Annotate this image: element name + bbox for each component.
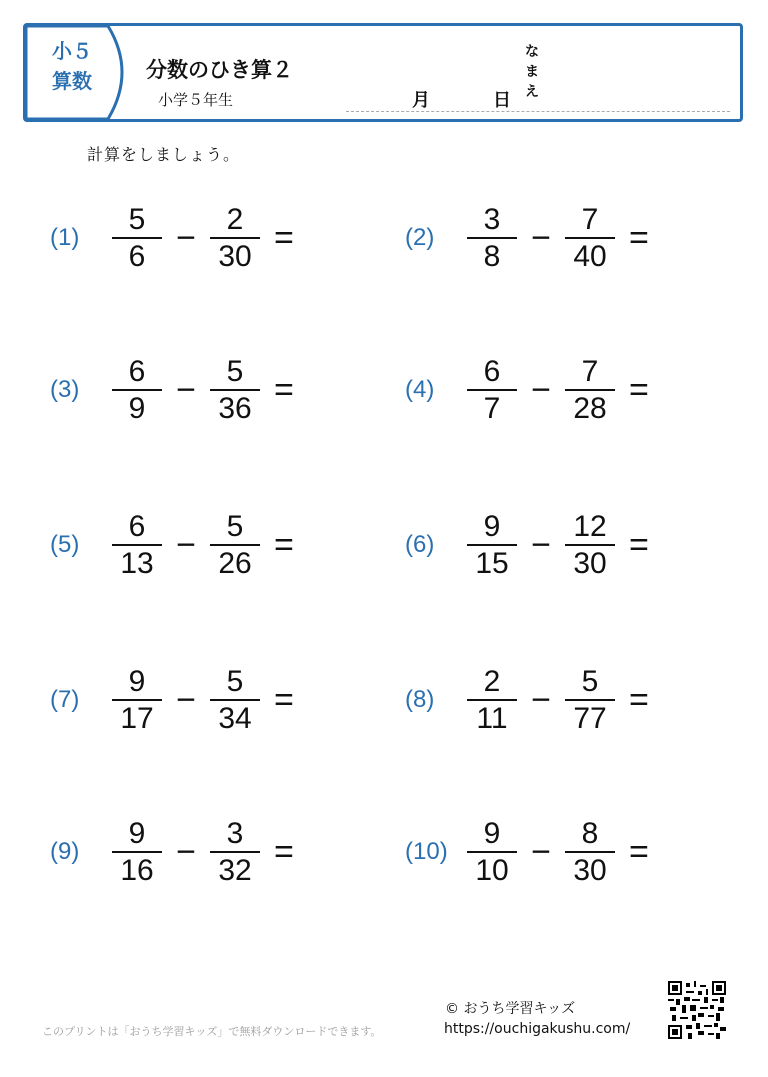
qr-code-icon[interactable] [668,981,726,1039]
numerator: 6 [128,354,146,388]
numerator: 9 [483,509,501,543]
fraction-subtrahend [565,204,615,273]
minus-sign: − [176,218,196,257]
equals-sign: = [629,832,649,871]
month-label: 月 [412,90,430,111]
denominator: 13 [120,546,154,580]
denominator: 10 [475,853,509,887]
name-label [522,42,542,102]
instruction-text: 計算をしましょう。 [87,145,241,164]
denominator: 36 [218,391,252,425]
numerator: 2 [483,664,501,698]
equals-sign: = [274,370,294,409]
problem-number: (1) [50,224,80,251]
fraction-minuend [467,511,517,580]
denominator: 15 [475,546,509,580]
fraction-bar [565,851,615,853]
numerator: 12 [573,509,607,543]
fraction-subtrahend [210,356,260,425]
problem-item [50,350,294,430]
numerator: 5 [581,664,599,698]
name-label-char: ま [525,64,539,80]
footer-note: このプリントは「おうち学習キッズ」で無料ダウンロードできます。 [42,1025,382,1038]
minus-sign: − [531,832,551,871]
denominator: 30 [573,546,607,580]
worksheet-header [23,23,743,122]
problem-number: (4) [405,376,435,403]
denominator: 6 [128,239,146,273]
minus-sign: − [531,218,551,257]
fraction-bar [112,544,162,546]
equals-sign: = [274,525,294,564]
footer-url[interactable]: https://ouchigakushu.com/ [444,1021,631,1037]
fraction-bar [112,389,162,391]
fraction-bar [112,699,162,701]
denominator: 9 [128,391,146,425]
numerator: 5 [226,354,244,388]
problem-number: (2) [405,224,435,251]
fraction-minuend [112,356,162,425]
denominator: 28 [573,391,607,425]
name-label-char: え [525,84,539,100]
fraction-bar [210,389,260,391]
denominator: 77 [573,701,607,735]
denominator: 7 [483,391,501,425]
fraction-bar [467,237,517,239]
fraction-bar [112,237,162,239]
numerator: 3 [483,202,501,236]
numerator: 9 [128,816,146,850]
fraction-subtrahend [565,511,615,580]
problem-number: (10) [405,838,448,865]
equals-sign: = [629,218,649,257]
fraction-subtrahend [565,356,615,425]
numerator: 5 [226,509,244,543]
problem-number: (7) [50,686,80,713]
fraction-bar [467,699,517,701]
denominator: 32 [218,853,252,887]
fraction-bar [467,389,517,391]
problem-number: (3) [50,376,80,403]
fraction-minuend [112,511,162,580]
numerator: 3 [226,816,244,850]
problem-number: (5) [50,531,80,558]
problem-item [405,660,649,740]
subject-label: 算数 [52,69,92,93]
problem-number: (6) [405,531,435,558]
minus-sign: − [531,370,551,409]
worksheet-title: 分数のひき算２ [146,58,293,82]
minus-sign: − [176,832,196,871]
numerator: 7 [581,202,599,236]
problem-number: (8) [405,686,435,713]
grade-badge [26,36,118,96]
denominator: 30 [218,239,252,273]
fraction-bar [210,237,260,239]
problem-item [50,505,294,585]
fraction-bar [210,544,260,546]
numerator: 2 [226,202,244,236]
problem-item [50,660,294,740]
name-label-char: な [525,44,539,60]
fraction-subtrahend [210,511,260,580]
fraction-bar [565,389,615,391]
day-label: 日 [493,90,511,111]
grade-level: 小５ [52,39,92,63]
grade-subtitle: 小学５年生 [158,91,234,109]
problem-item [405,350,649,430]
equals-sign: = [274,218,294,257]
fraction-subtrahend [210,204,260,273]
numerator: 6 [483,354,501,388]
fraction-minuend [112,204,162,273]
fraction-subtrahend [565,666,615,735]
fraction-bar [565,237,615,239]
fraction-minuend [467,356,517,425]
denominator: 17 [120,701,154,735]
minus-sign: − [176,370,196,409]
equals-sign: = [629,680,649,719]
fraction-subtrahend [210,666,260,735]
denominator: 16 [120,853,154,887]
fraction-subtrahend [210,818,260,887]
denominator: 30 [573,853,607,887]
denominator: 11 [476,701,508,735]
fraction-minuend [467,666,517,735]
fraction-bar [565,699,615,701]
numerator: 9 [128,664,146,698]
problem-item [405,198,649,278]
problem-item [50,812,294,892]
denominator: 26 [218,546,252,580]
numerator: 9 [483,816,501,850]
fraction-subtrahend [565,818,615,887]
denominator: 40 [573,239,607,273]
minus-sign: − [531,680,551,719]
fraction-bar [467,851,517,853]
problem-item [405,505,649,585]
fraction-bar [210,851,260,853]
equals-sign: = [629,370,649,409]
fraction-bar [565,544,615,546]
numerator: 6 [128,509,146,543]
equals-sign: = [629,525,649,564]
minus-sign: − [176,680,196,719]
problem-number: (9) [50,838,80,865]
fraction-minuend [112,666,162,735]
numerator: 8 [581,816,599,850]
name-write-line[interactable] [346,111,730,112]
numerator: 5 [226,664,244,698]
equals-sign: = [274,680,294,719]
numerator: 7 [581,354,599,388]
footer-copyright: © おうち学習キッズ [445,1001,576,1017]
fraction-bar [210,699,260,701]
minus-sign: − [176,525,196,564]
problem-item [405,812,649,892]
minus-sign: − [531,525,551,564]
equals-sign: = [274,832,294,871]
numerator: 5 [128,202,146,236]
fraction-minuend [467,204,517,273]
fraction-bar [112,851,162,853]
fraction-minuend [112,818,162,887]
denominator: 8 [483,239,501,273]
fraction-bar [467,544,517,546]
denominator: 34 [218,701,252,735]
problem-item [50,198,294,278]
fraction-minuend [467,818,517,887]
